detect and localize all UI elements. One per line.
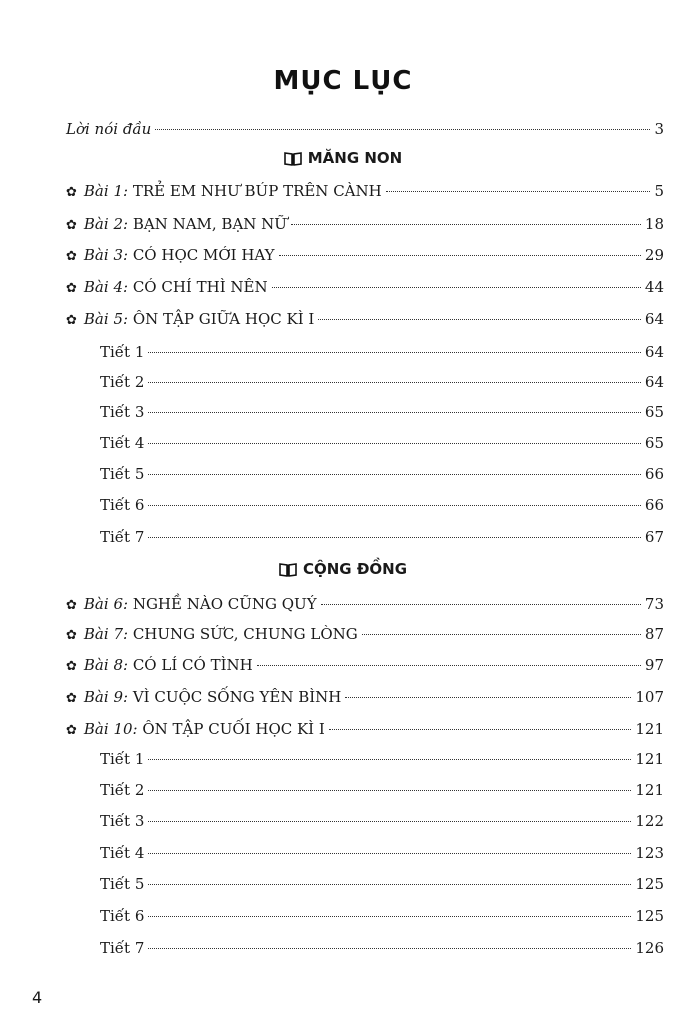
lesson-title: CÓ LÍ CÓ TÌNH [132, 656, 253, 674]
toc-entry-period [0, 808, 686, 834]
toc-entry-lesson [0, 684, 686, 710]
leader-dots [257, 665, 641, 666]
lesson-page: 87 [644, 625, 664, 643]
period-page: 64 [644, 343, 664, 361]
flower-bullet-icon: ✿ [66, 723, 77, 738]
toc-entry-period [0, 840, 686, 866]
toc-entry-period [0, 492, 686, 518]
leader-dots [148, 352, 641, 353]
lesson-prefix: Bài 3: [83, 246, 129, 264]
lesson-title: CHUNG SỨC, CHUNG LÒNG [132, 625, 358, 643]
leader-dots [272, 287, 641, 288]
leader-dots [329, 729, 632, 730]
leader-dots [148, 759, 631, 760]
toc-entry-period [0, 746, 686, 772]
leader-dots [321, 604, 641, 605]
leader-dots [148, 948, 631, 949]
lesson-page: 97 [644, 656, 664, 674]
leader-dots [148, 412, 641, 413]
toc-entry-period [0, 369, 686, 395]
leader-dots [148, 853, 631, 854]
lesson-title: CÓ HỌC MỚI HAY [132, 246, 275, 264]
flower-bullet-icon: ✿ [66, 691, 77, 706]
lesson-title: NGHỀ NÀO CŨNG QUÝ [132, 595, 317, 613]
lesson-prefix: Bài 4: [83, 278, 129, 296]
period-page: 126 [635, 939, 664, 957]
leader-dots [362, 634, 641, 635]
period-label: Tiết 2 [100, 373, 145, 391]
toc-entry-lesson [0, 591, 686, 617]
toc-entry-period [0, 935, 686, 961]
toc-entry-lesson [0, 652, 686, 678]
lesson-prefix: Bài 1: [83, 182, 129, 200]
flower-bullet-icon: ✿ [66, 185, 77, 200]
toc-entry-intro [0, 116, 686, 142]
toc-entry-period [0, 903, 686, 929]
leader-dots [148, 382, 641, 383]
lesson-prefix: Bài 2: [83, 215, 129, 233]
period-label: Tiết 4 [100, 434, 145, 452]
leader-dots [148, 537, 641, 538]
lesson-title: VÌ CUỘC SỐNG YÊN BÌNH [132, 688, 342, 706]
toc-entry-period [0, 430, 686, 456]
leader-dots [148, 821, 631, 822]
toc-entry-period [0, 777, 686, 803]
section-heading-cong-dong [0, 556, 686, 582]
page-number: 4 [32, 988, 43, 1007]
section-heading-mang-non [0, 145, 686, 171]
lesson-prefix: Bài 10: [83, 720, 138, 738]
flower-bullet-icon: ✿ [66, 218, 77, 233]
lesson-page: 64 [644, 310, 664, 328]
period-page: 125 [635, 907, 664, 925]
period-label: Tiết 3 [100, 403, 145, 421]
section-title: MĂNG NON [307, 149, 403, 167]
toc-title: MỤC LỤC [273, 66, 413, 96]
lesson-prefix: Bài 9: [83, 688, 129, 706]
period-label: Tiết 1 [100, 750, 145, 768]
period-label: Tiết 2 [100, 781, 145, 799]
toc-entry-lesson [0, 178, 686, 204]
period-label: Tiết 6 [100, 496, 145, 514]
period-label: Tiết 5 [100, 465, 145, 483]
lesson-page: 18 [644, 215, 664, 233]
leader-dots [148, 790, 631, 791]
leader-dots [148, 474, 641, 475]
book-icon [284, 151, 302, 166]
leader-dots [318, 319, 641, 320]
lesson-prefix: Bài 7: [83, 625, 129, 643]
toc-entry-period [0, 871, 686, 897]
leader-dots [155, 129, 650, 130]
leader-dots [148, 916, 631, 917]
flower-bullet-icon: ✿ [66, 313, 77, 328]
leader-dots [345, 697, 631, 698]
period-page: 121 [635, 781, 664, 799]
lesson-title: BẠN NAM, BẠN NỮ [132, 215, 287, 233]
lesson-page: 73 [644, 595, 664, 613]
intro-label: Lời nói đầu [66, 120, 152, 138]
period-page: 65 [644, 403, 664, 421]
lesson-title: CÓ CHÍ THÌ NÊN [132, 278, 268, 296]
leader-dots [386, 191, 651, 192]
flower-bullet-icon: ✿ [66, 659, 77, 674]
lesson-page: 121 [635, 720, 664, 738]
book-icon [279, 562, 297, 577]
period-label: Tiết 5 [100, 875, 145, 893]
period-page: 122 [635, 812, 664, 830]
toc-entry-period [0, 339, 686, 365]
lesson-prefix: Bài 8: [83, 656, 129, 674]
leader-dots [291, 224, 641, 225]
period-label: Tiết 3 [100, 812, 145, 830]
flower-bullet-icon: ✿ [66, 281, 77, 296]
intro-page: 3 [654, 120, 664, 138]
lesson-title: TRẺ EM NHƯ BÚP TRÊN CÀNH [132, 182, 382, 200]
period-label: Tiết 4 [100, 844, 145, 862]
leader-dots [148, 443, 641, 444]
period-label: Tiết 6 [100, 907, 145, 925]
lesson-page: 5 [654, 182, 664, 200]
toc-entry-lesson [0, 621, 686, 647]
period-page: 67 [644, 528, 664, 546]
lesson-page: 29 [644, 246, 664, 264]
leader-dots [148, 505, 641, 506]
flower-bullet-icon: ✿ [66, 598, 77, 613]
leader-dots [148, 884, 631, 885]
period-page: 66 [644, 465, 664, 483]
period-page: 65 [644, 434, 664, 452]
toc-entry-period [0, 524, 686, 550]
lesson-prefix: Bài 6: [83, 595, 129, 613]
toc-entry-lesson [0, 242, 686, 268]
period-page: 64 [644, 373, 664, 391]
period-page: 66 [644, 496, 664, 514]
lesson-prefix: Bài 5: [83, 310, 129, 328]
toc-entry-period [0, 461, 686, 487]
toc-entry-lesson [0, 716, 686, 742]
period-page: 125 [635, 875, 664, 893]
lesson-title: ÔN TẬP CUỐI HỌC KÌ I [142, 720, 325, 738]
period-page: 121 [635, 750, 664, 768]
flower-bullet-icon: ✿ [66, 628, 77, 643]
toc-entry-lesson [0, 211, 686, 237]
period-label: Tiết 1 [100, 343, 145, 361]
leader-dots [279, 255, 641, 256]
flower-bullet-icon: ✿ [66, 249, 77, 264]
toc-entry-lesson [0, 274, 686, 300]
period-label: Tiết 7 [100, 939, 145, 957]
toc-entry-lesson [0, 306, 686, 332]
section-title: CỘNG ĐỒNG [302, 560, 408, 578]
period-page: 123 [635, 844, 664, 862]
lesson-page: 107 [635, 688, 664, 706]
period-label: Tiết 7 [100, 528, 145, 546]
lesson-page: 44 [644, 278, 664, 296]
lesson-title: ÔN TẬP GIỮA HỌC KÌ I [132, 310, 315, 328]
toc-entry-period [0, 399, 686, 425]
